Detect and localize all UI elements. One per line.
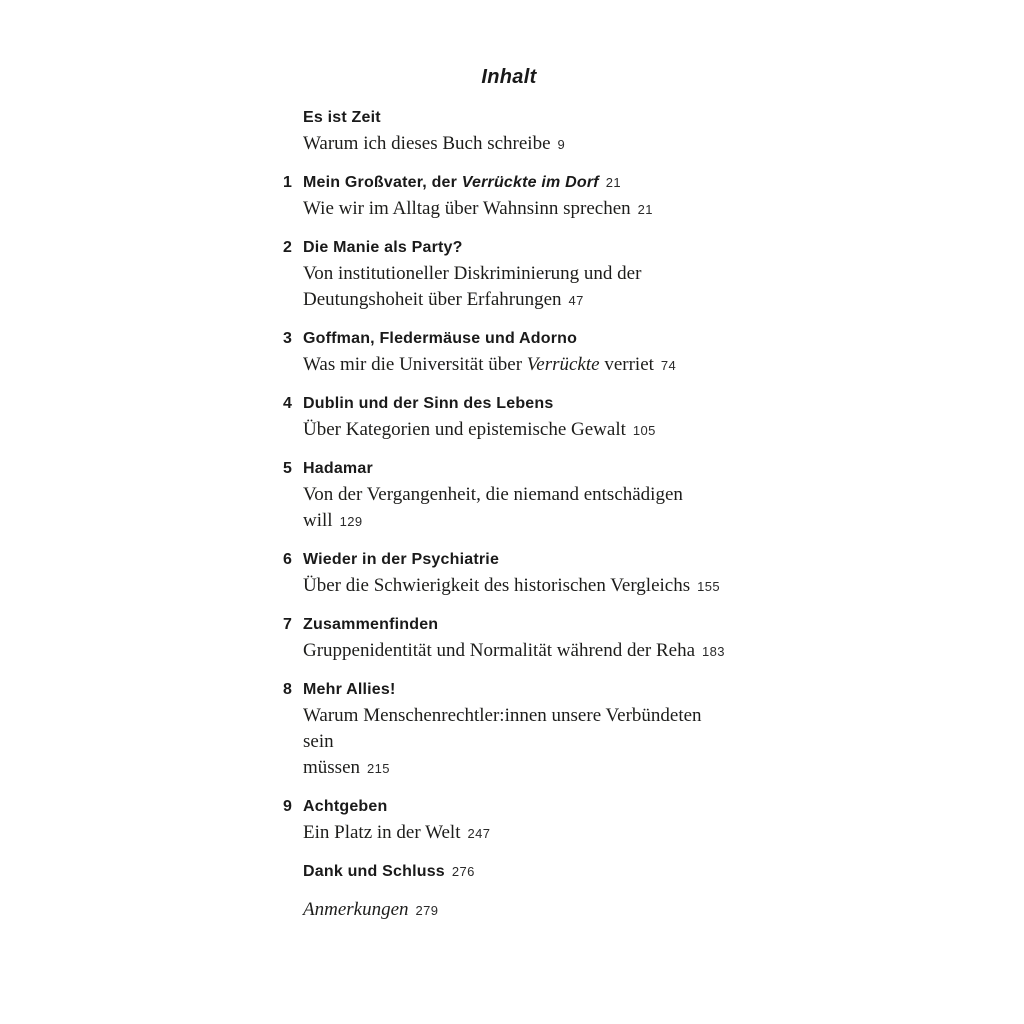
toc-entry [283,547,735,600]
entry-body [303,794,735,847]
toc-entry [283,391,735,444]
toc-entry [283,794,735,847]
entry-body [303,105,735,158]
entry-title [303,235,735,261]
page-number: 276 [451,864,475,879]
entry-subtitle-line [303,196,735,223]
chapter-number: 6 [283,551,292,568]
page-number: 215 [367,761,390,776]
table-of-contents [283,105,735,924]
text: Zusammenfinden [303,616,439,633]
entry-title [303,456,735,482]
entry-body [303,235,735,314]
page-title: Inhalt [481,66,537,88]
text: Mein Großvater, der [303,174,462,191]
toc-entry [283,235,735,314]
italic-text: Verrückte [526,354,600,375]
entry-subtitle-line [303,352,735,379]
entry-title [303,170,735,196]
page-number: 183 [702,644,725,659]
entry-body [303,391,735,444]
entry-title [303,897,735,924]
chapter-number [283,897,303,924]
toc-entry [283,326,735,379]
page-number: 21 [637,202,653,217]
entry-title [303,105,735,131]
toc-entry [283,456,735,535]
text: Warum Menschenrechtler:innen unsere Verbündeten sein [303,705,702,752]
entry-body [303,170,735,223]
entry-subtitle-line [303,482,735,535]
chapter-number: 2 [283,239,292,256]
toc-entry [283,897,735,924]
entry-title [303,391,735,417]
chapter-number [283,105,303,158]
entry-body [303,547,735,600]
entry-body [303,456,735,535]
entry-title [303,677,735,703]
chapter-number: 3 [283,330,292,347]
entry-subtitle-line [303,287,735,314]
text: Von der Vergangenheit, die niemand entschädigen will [303,484,683,531]
text: Mehr Allies! [303,681,396,698]
toc-entry [283,170,735,223]
page-number: 279 [415,903,439,918]
italic-text: Verrückte im Dorf [461,174,599,191]
text: Achtgeben [303,798,388,815]
page-number: 105 [632,423,656,438]
text: Dublin und der Sinn des Lebens [303,395,554,412]
text: Von institutioneller Diskriminierung und der [303,263,642,284]
entry-title [303,612,735,638]
page-number: 155 [697,579,721,594]
entry-body [303,897,735,924]
entry-subtitle-line [303,131,735,158]
entry-subtitle-line [303,820,735,847]
entry-subtitle-line [303,261,735,287]
entry-subtitle-line [303,638,735,665]
chapter-number [283,859,303,885]
page-number: 129 [339,514,363,529]
text: verriet [599,354,654,375]
italic-text: Anmerkungen [303,899,409,920]
text: Warum ich dieses Buch schreibe [303,133,551,154]
entry-body [303,859,735,885]
text: Die Manie als Party? [303,239,463,256]
text: Goffman, Fledermäuse und Adorno [303,330,578,347]
chapter-number: 1 [283,174,292,191]
text: Dank und Schluss [303,863,445,880]
entry-title [303,859,735,885]
page-number: 247 [467,826,491,841]
page-number: 21 [605,175,622,190]
toc-entry [283,859,735,885]
chapter-number: 8 [283,681,292,698]
toc-content [283,66,735,936]
text: Deutungshoheit über Erfahrungen [303,289,562,310]
entry-body [303,612,735,665]
entry-subtitle-line [303,573,735,600]
chapter-number: 7 [283,616,292,633]
chapter-number: 9 [283,798,292,815]
entry-body [303,677,735,782]
toc-entry [283,105,735,158]
entry-body [303,326,735,379]
text: Es ist Zeit [303,109,381,126]
text: Über die Schwierigkeit des historischen Vergleichs [303,575,691,596]
text: Hadamar [303,460,373,477]
entry-title [303,326,735,352]
text: Über Kategorien und epistemische Gewalt [303,419,626,440]
entry-subtitle-line [303,417,735,444]
page-number: 47 [568,293,584,308]
entry-title [303,794,735,820]
text: Wie wir im Alltag über Wahnsinn sprechen [303,198,631,219]
text: Gruppenidentität und Normalität während der Reha [303,640,696,661]
text: müssen [303,757,360,778]
text: Was mir die Universität über [303,354,527,375]
text: Wieder in der Psychiatrie [303,551,500,568]
text: Ein Platz in der Welt [303,822,461,843]
chapter-number: 4 [283,395,292,412]
page-number: 74 [660,358,677,373]
page-number: 9 [557,137,566,152]
toc-entry [283,612,735,665]
entry-title [303,547,735,573]
toc-entry [283,677,735,782]
chapter-number: 5 [283,460,292,477]
entry-subtitle-line [303,703,735,755]
entry-subtitle-line [303,755,735,782]
